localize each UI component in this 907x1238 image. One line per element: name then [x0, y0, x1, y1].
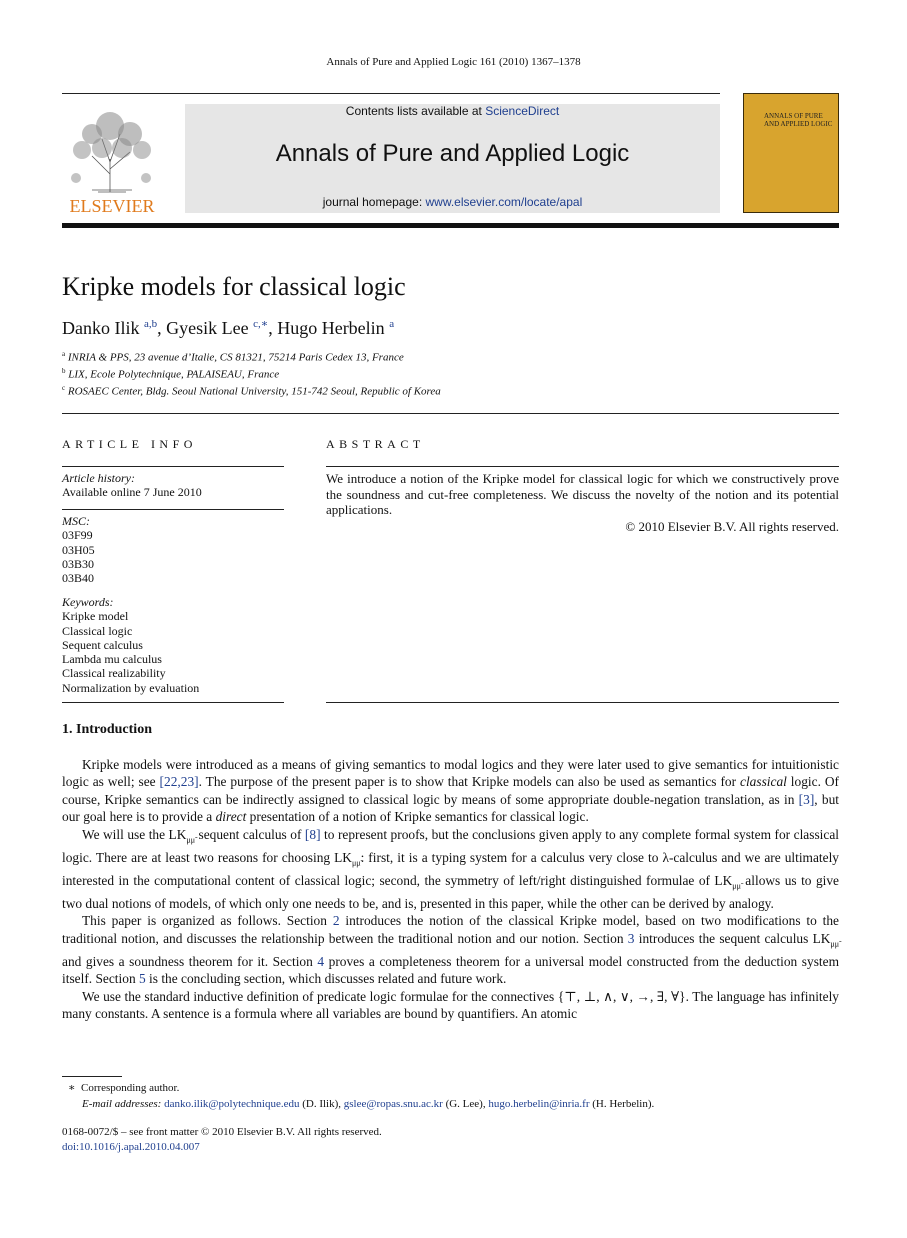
affiliation	[62, 384, 441, 398]
info-rule	[62, 509, 284, 510]
text: to represent proofs, but the conclusions given apply to any complete formal system for classical logic. There are at least two reasons for choosing LK	[62, 826, 839, 865]
section-link[interactable]: 4	[317, 953, 325, 969]
front-matter: 0168-0072/$ – see front matter © 2010 Elsevier B.V. All rights reserved.	[62, 1126, 382, 1138]
abstract-rule	[326, 466, 839, 467]
history-label: Article history:	[62, 471, 135, 485]
abstract-heading: ABSTRACT	[326, 437, 425, 451]
elsevier-logo	[62, 104, 162, 214]
msc-label: MSC:	[62, 514, 90, 528]
affiliation-mark: a	[62, 350, 66, 358]
subscript: μμ̃	[351, 858, 361, 868]
article-info-heading: ARTICLE INFO	[62, 437, 197, 451]
introduction-body	[62, 756, 839, 1022]
elsevier-tree-icon	[62, 104, 162, 214]
text: presentation of a notion of Kripke semantics for classical logic.	[246, 809, 589, 825]
affiliation-mark: c	[62, 384, 66, 392]
text: is the concluding section, which discusses related and future work.	[145, 971, 507, 987]
subscript: μμ̃	[830, 939, 839, 949]
author-marks[interactable]: a,b	[143, 318, 158, 330]
msc-code: 03B40	[62, 571, 95, 586]
text: proves a completeness theorem for a universal model constructed from the deduction system itself. Section	[62, 953, 839, 987]
keyword: Classical logic	[62, 623, 133, 638]
section-link[interactable]: 3	[627, 930, 635, 946]
text: sequent calculus of	[194, 826, 305, 842]
paragraph	[62, 756, 839, 826]
keyword: Sequent calculus	[62, 637, 143, 652]
emphasis: classical	[740, 774, 787, 790]
running-header: Annals of Pure and Applied Logic 161 (2010) 1367–1378	[326, 56, 581, 68]
author-list: Danko Ilik $^{a,b}$, Gyesik Lee $^{c,∗}$, Hugo Herbelin $^a$	[62, 318, 395, 338]
corresponding-footnote	[68, 1081, 179, 1094]
homepage-prefix: journal homepage:	[322, 195, 426, 209]
affiliation-text: ROSAEC Center, Bldg. Seoul National University, 151-742 Seoul, Republic of Korea	[67, 385, 441, 398]
info-top-rule	[62, 413, 839, 414]
paragraph	[62, 912, 839, 987]
subscript: μμ̃	[186, 835, 195, 845]
text: This paper is organized as follows. Section	[82, 913, 333, 929]
email-footnote	[82, 1098, 654, 1110]
sciencedirect-link[interactable]: ScienceDirect	[485, 104, 560, 118]
text: . The purpose of the present paper is to show that Kripke models can also be used as semantics for	[198, 774, 740, 790]
subscript: μμ̃	[732, 881, 741, 891]
text: logic. Of course, Kripke semantics can be indirectly assigned to classical logic by means of some appropriate double-negation translation, as in	[62, 774, 839, 807]
keyword: Classical realizability	[62, 666, 166, 681]
contents-line	[185, 104, 720, 118]
email-owner: (G. Lee),	[442, 1098, 489, 1110]
keyword: Normalization by evaluation	[62, 680, 200, 695]
author-marks[interactable]: a	[389, 318, 395, 330]
msc-code: 03F99	[62, 528, 93, 543]
abstract-bottom-rule	[326, 702, 839, 703]
author-name: Hugo Herbelin	[277, 318, 385, 338]
article-title: Kripke models for classical logic	[62, 272, 406, 301]
text: , but our goal here is to provide a	[62, 791, 840, 825]
text: We will use the LK	[82, 826, 187, 842]
text: : first, it is a typing system for a calculus very close to λ-calculus and we are ultimately interested in the computational content of classical logic; second, the symmetry of left/right distinguished formulae of LK	[62, 849, 839, 888]
msc-code: 03H05	[62, 542, 95, 557]
msc-code: 03B30	[62, 556, 95, 571]
masthead-rule	[62, 223, 839, 228]
history-value: Available online 7 June 2010	[62, 485, 202, 500]
email-owner: (H. Herbelin).	[589, 1098, 655, 1110]
abstract-text: We introduce a notion of the Kripke model for classical logic for which we constructively prove the soundness and cut-free completeness. We discuss the novelty of the notion and its potential applications.	[326, 471, 839, 518]
affiliation-text: LIX, Ecole Polytechnique, PALAISEAU, France	[68, 368, 280, 381]
author-marks[interactable]: c,∗	[253, 318, 269, 330]
author-name: Danko Ilik	[62, 318, 140, 338]
keyword: Kripke model	[62, 609, 129, 624]
journal-cover	[743, 93, 839, 213]
text: and gives a soundness theorem for it. Section	[62, 953, 318, 969]
info-rule	[62, 466, 284, 467]
email-link[interactable]: gslee@ropas.snu.ac.kr	[343, 1098, 443, 1110]
info-bottom-rule	[62, 702, 284, 703]
elsevier-wordmark: ELSEVIER	[69, 196, 155, 214]
section-link[interactable]: 2	[332, 913, 340, 929]
emphasis: direct	[215, 809, 247, 825]
email-link[interactable]: danko.ilik@polytechnique.edu	[164, 1098, 300, 1110]
email-link[interactable]: hugo.herbelin@inria.fr	[488, 1098, 590, 1110]
msc-block	[62, 514, 284, 585]
header-rule	[62, 93, 720, 94]
doi-link[interactable]: doi:10.1016/j.apal.2010.04.007	[62, 1141, 200, 1153]
affiliation-mark: b	[62, 367, 66, 375]
section-link[interactable]: 5	[138, 971, 146, 987]
citation-link[interactable]: [22,23]	[159, 774, 199, 790]
text: Kripke models were introduced as a means of giving semantics to modal logics and they were later used to give semantics for intuitionistic logic as well; see	[62, 757, 839, 790]
paragraph	[62, 826, 839, 913]
text: introduces the sequent calculus LK	[634, 930, 831, 946]
footnote-text: Corresponding author.	[80, 1082, 180, 1094]
author-name: Gyesik Lee	[166, 318, 249, 338]
email-label: E-mail addresses:	[82, 1098, 162, 1110]
footnote-rule	[62, 1076, 122, 1077]
section-heading-introduction: 1. Introduction	[62, 722, 152, 737]
affiliation	[62, 367, 279, 381]
keyword: Lambda mu calculus	[62, 652, 162, 667]
cover-title: ANNALS OF PURE AND APPLIED LOGIC	[764, 112, 833, 128]
footnote-mark: ∗	[68, 1082, 76, 1094]
abstract-copyright: © 2010 Elsevier B.V. All rights reserved.	[625, 519, 839, 534]
article-history	[62, 471, 284, 500]
homepage-line	[185, 195, 720, 209]
keywords-label: Keywords:	[62, 595, 114, 609]
affiliation-text: INRIA & PPS, 23 avenue d’Italie, CS 81321, 75214 Paris Cedex 13, France	[67, 351, 404, 364]
keywords-block	[62, 595, 284, 695]
citation-link[interactable]: [8]	[304, 826, 321, 842]
homepage-link[interactable]: www.elsevier.com/locate/apal	[425, 195, 583, 209]
citation-link[interactable]: [3]	[798, 791, 815, 807]
journal-title: Annals of Pure and Applied Logic	[275, 140, 630, 167]
affiliation	[62, 350, 404, 364]
paragraph: We use the standard inductive definition of predicate logic formulae for the connectives {⊤, ⊥, ∧, ∨, →, ∃, ∀}. The language has infinitely many constants. A sentence is a formula where all variables are bound by quantifiers. An atomic	[62, 988, 839, 1021]
contents-prefix: Contents lists available at	[345, 104, 486, 118]
text: allows us to give two dual notions of models, of which only one needs to be, and is, presented in this paper, while the other can be derived by analogy.	[62, 872, 839, 911]
email-owner: (D. Ilik),	[299, 1098, 344, 1110]
text: introduces the notion of the classical Kripke model, based on two modifications to the traditional notion, and discusses the relationship between the traditional notion and our notion. Section	[62, 913, 840, 946]
